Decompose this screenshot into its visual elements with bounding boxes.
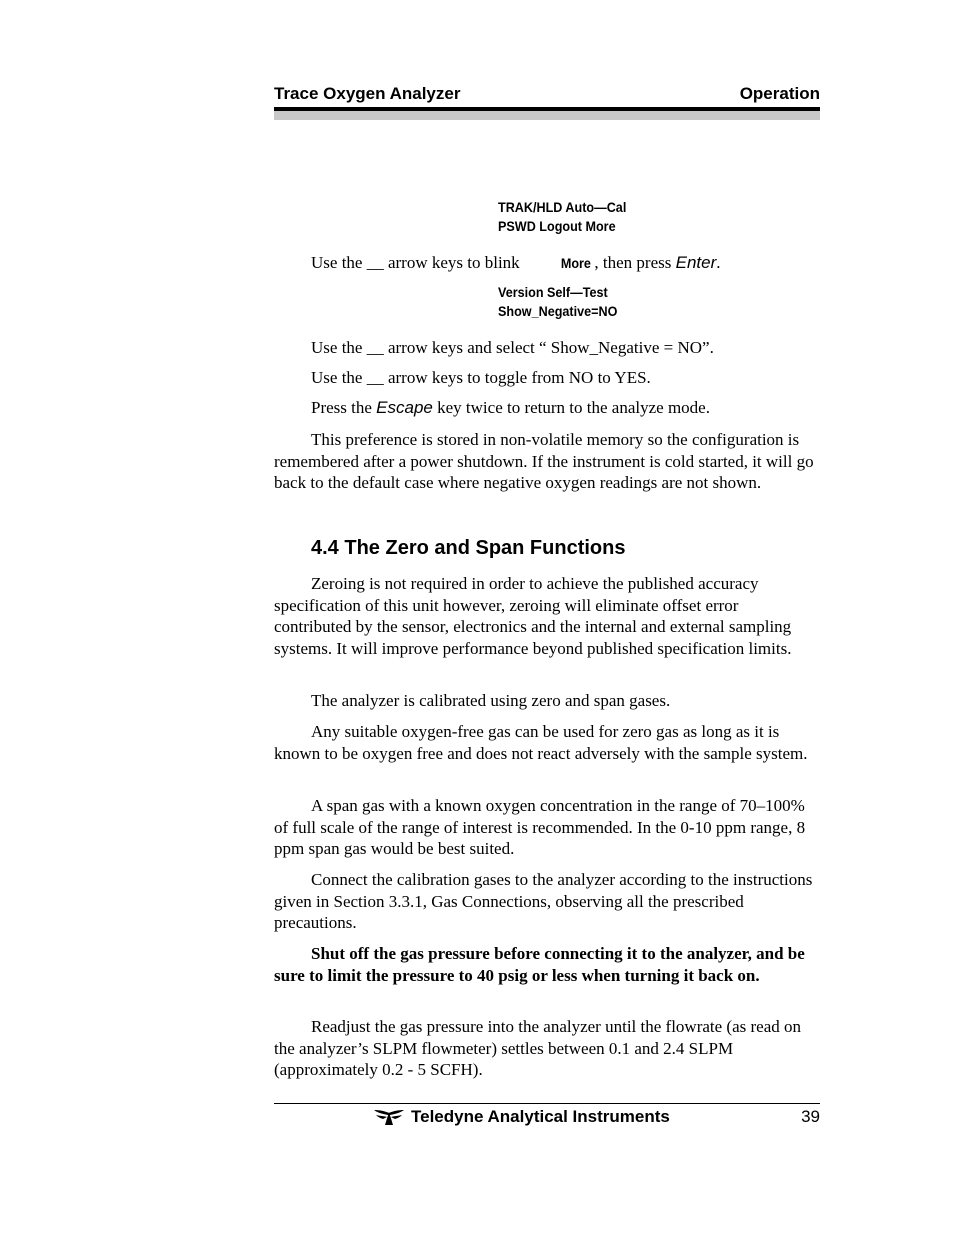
header-rule-gray [274,111,820,120]
teledyne-logo-icon [373,1108,405,1126]
paragraph-calibrated: The analyzer is calibrated using zero and span gases. [311,691,671,710]
text-run: , then press [594,253,676,272]
paragraph-readjust: Readjust the gas pressure into the analyzer until the flowrate (as read on the analyzer’s SLPM flowmeter) settles between 0.1 and 2.4 SLPM (approximately 0.2 - 5 SCFH). [274,1017,801,1079]
paragraph-warning: Shut off the gas pressure before connecting it to the analyzer, and be sure to limit the pressure to 40 psig or less when turning it back on. [274,944,805,985]
paragraph-zeroing: Zeroing is not required in order to achieve the published accuracy specification of this unit however, zeroing will eliminate offset error contributed by the sensor, electronics and the internal and external sampling systems. It will improve performance beyond published specification limits. [274,574,792,658]
footer-rule [274,1103,820,1104]
paragraph-toggle: Use the __ arrow keys to toggle from NO to YES. [311,368,651,387]
page-number: 39 [801,1107,820,1126]
lcd-word-more: More [560,255,591,271]
lcd-line: Version Self—Test [498,284,608,300]
lcd-line: PSWD Logout More [498,218,616,234]
lcd-line: Show_Negative=NO [498,303,618,319]
key-name-enter: Enter [675,253,717,272]
text-run: Press the [311,398,377,417]
page-header [274,84,820,106]
text-run: key twice to return to the analyze mode. [432,398,710,417]
paragraph-zero-gas: Any suitable oxygen-free gas can be used for zero gas as long as it is known to be oxygen free and does not react adversely with the sample system. [274,722,808,763]
header-section: Operation [739,84,820,103]
paragraph-select-option: Use the __ arrow keys and select “ Show_Negative = NO”. [311,338,714,357]
text-run: . [716,253,721,272]
key-name-escape: Escape [376,398,433,417]
section-heading: 4.4 The Zero and Span Functions [311,537,626,559]
lcd-display-options [498,283,617,321]
paragraph-preference: This preference is stored in non-volatile memory so the configuration is remembered after a power shutdown. If the instrument is cold started, it will go back to the default case where negative oxygen readings are not shown. [274,430,814,492]
lcd-display-menu [498,198,626,236]
paragraph-blink-more [274,252,820,275]
footer-brand-text: Teledyne Analytical Instruments [411,1107,670,1126]
paragraph-span-gas: A span gas with a known oxygen concentration in the range of 70–100% of full scale of the range of interest is recommended. In the 0-10 ppm range, 8 ppm span gas would be best suited. [274,796,806,858]
footer-brand [373,1107,670,1127]
lcd-line: TRAK/HLD Auto—Cal [498,199,627,215]
paragraph-connect: Connect the calibration gases to the analyzer according to the instructions given in Section 3.3.1, Gas Connections, observing all the prescribed precautions. [274,870,813,932]
text-run: Use the __ arrow keys to blink [311,253,524,272]
header-title: Trace Oxygen Analyzer [274,84,461,103]
paragraph-escape [274,397,820,419]
